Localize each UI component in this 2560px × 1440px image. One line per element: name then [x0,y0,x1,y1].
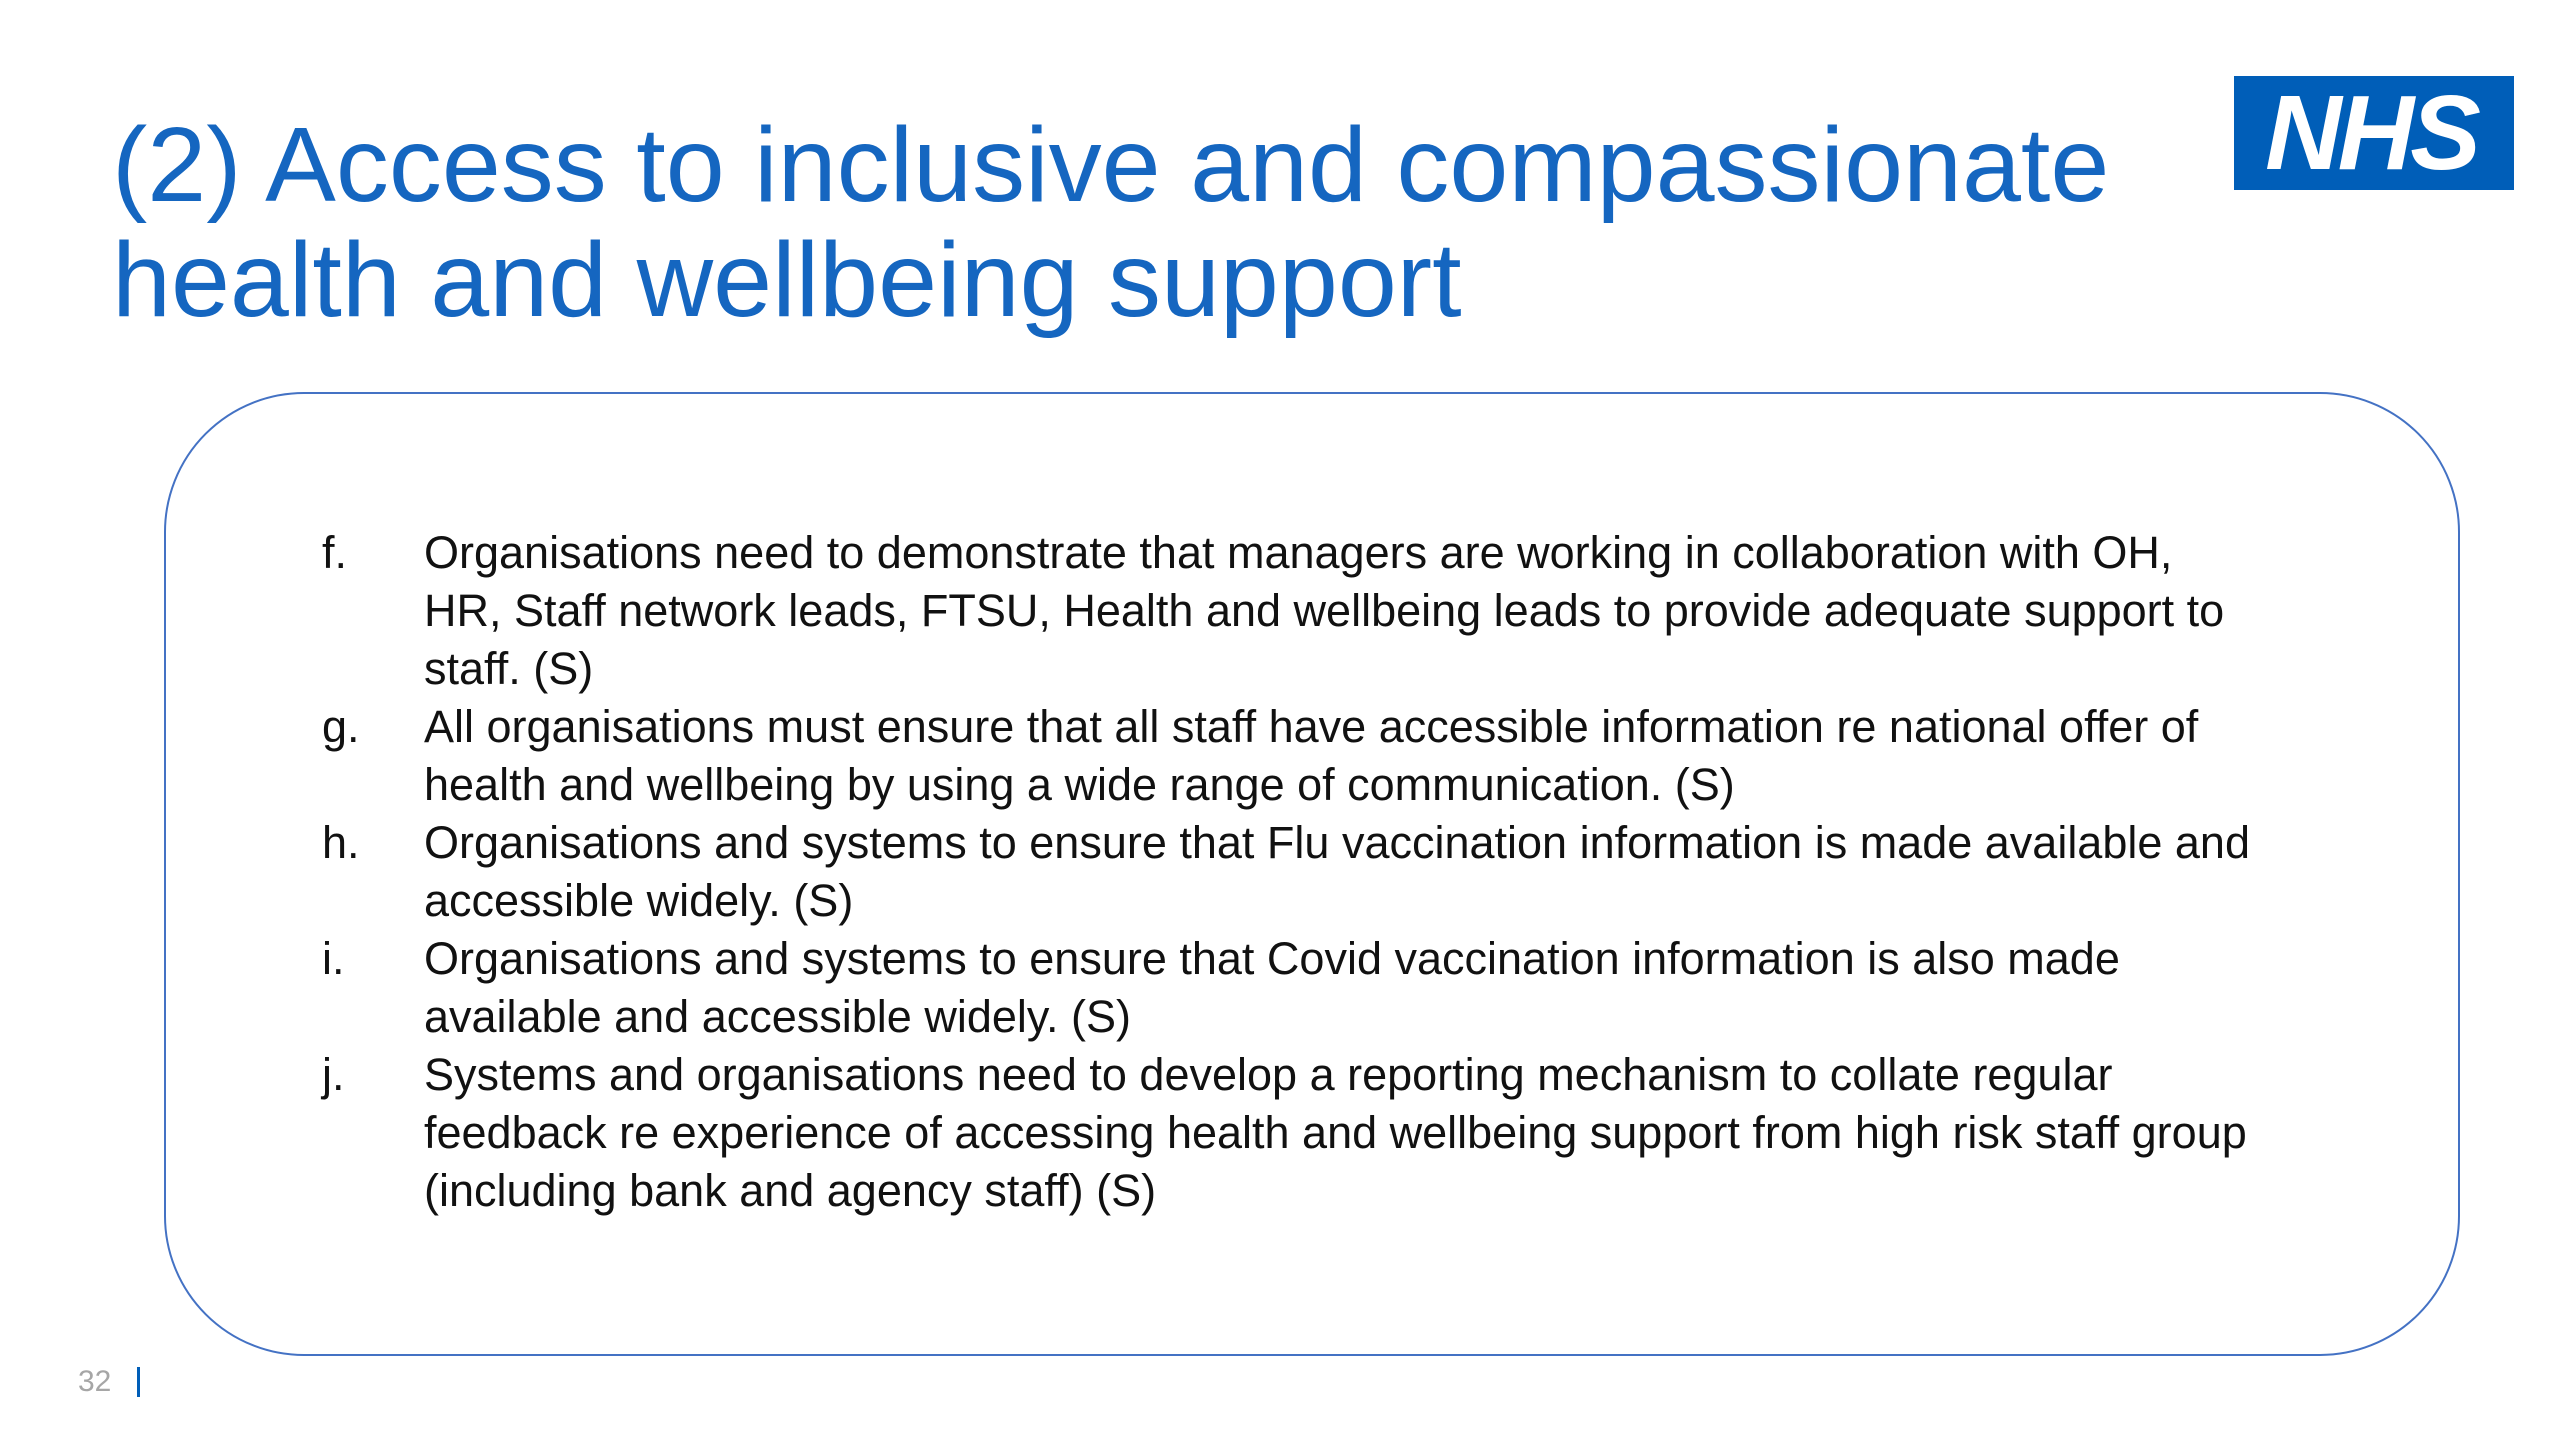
list-marker: j. [322,1049,345,1100]
list-item [322,814,2432,930]
list-item-line: accessible widely. (S) [424,875,854,926]
list-item-line: health and wellbeing by using a wide range of communication. (S) [424,759,1735,810]
list-item-text [424,1046,2432,1220]
list-item-line: available and accessible widely. (S) [424,991,1132,1042]
list-item-line: Organisations and systems to ensure that Covid vaccination information is also made [424,933,2120,984]
page-number: 32 [78,1365,112,1398]
list-item [322,1046,2432,1220]
list-item-line: All organisations must ensure that all staff have accessible information re national offer of [424,701,2199,752]
list-marker: g. [322,701,360,752]
list-marker: h. [322,817,360,868]
list-item [322,698,2432,814]
list-item-line: Systems and organisations need to develop a reporting mechanism to collate regular [424,1049,2113,1100]
list-item [322,524,2432,698]
list-item-line: Organisations and systems to ensure that Flu vaccination information is made available and [424,817,2250,868]
nhs-logo [2234,76,2514,190]
slide-title-line: health and wellbeing support [112,221,1462,339]
list-item-line: (including bank and agency staff) (S) [424,1165,1157,1216]
list-item-line: staff. (S) [424,643,594,694]
recommendations-list [322,524,2432,1220]
nhs-logo-text: NHS [2265,74,2477,192]
list-item-line: Organisations need to demonstrate that managers are working in collaboration with OH, [424,527,2173,578]
list-item-text [424,814,2432,930]
slide-title [112,108,2162,338]
footer-divider [137,1367,140,1397]
slide-title-line: (2) Access to inclusive and compassionate [112,106,2110,224]
slide-footer [78,1362,140,1402]
list-marker: i. [322,933,345,984]
list-item [322,930,2432,1046]
list-item-line: HR, Staff network leads, FTSU, Health and wellbeing leads to provide adequate support to [424,585,2225,636]
list-item-text [424,524,2432,698]
list-item-line: feedback re experience of accessing health and wellbeing support from high risk staff group [424,1107,2247,1158]
list-marker: f. [322,527,348,578]
list-item-text [424,698,2432,814]
list-item-text [424,930,2432,1046]
